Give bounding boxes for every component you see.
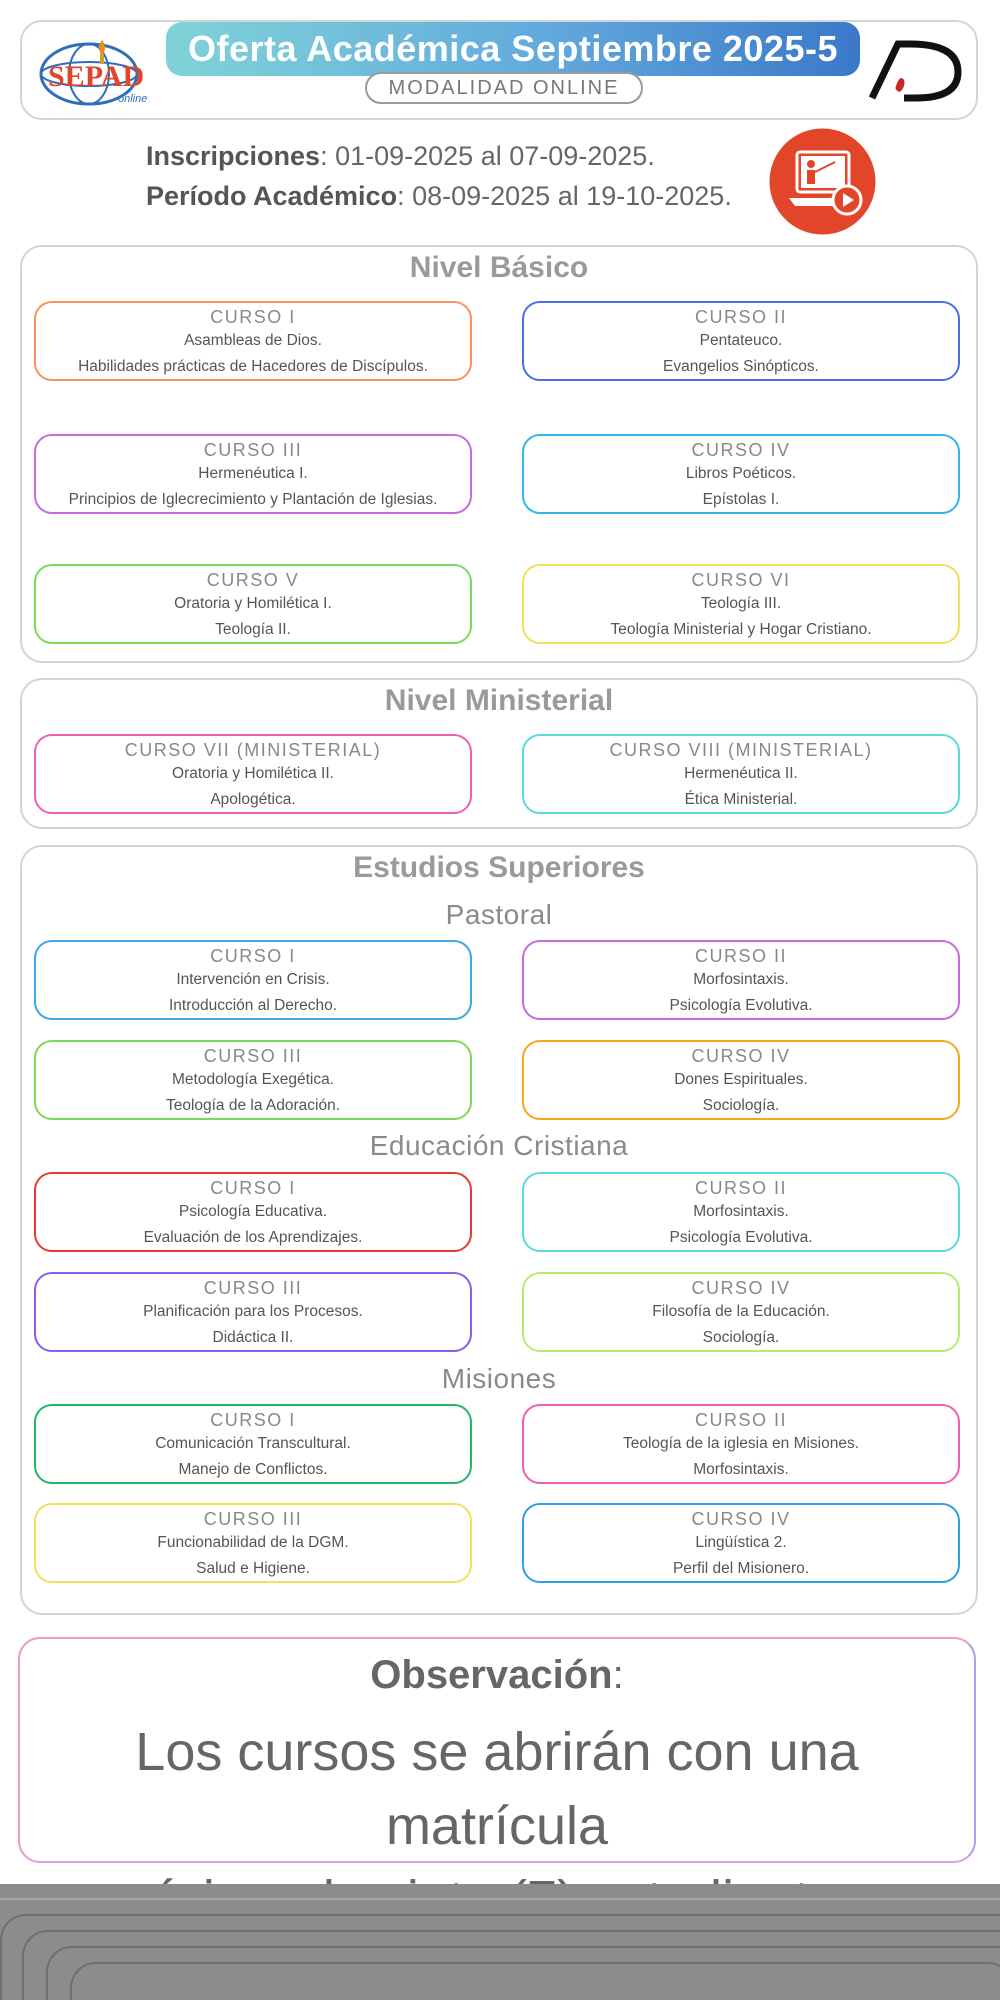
course-subject: Metodología Exegética.	[172, 1071, 334, 1088]
nivel-ministerial-section	[20, 678, 978, 829]
course-title: CURSO I	[210, 946, 296, 966]
course-subject: Apologética.	[210, 791, 296, 808]
inscripciones-line	[146, 136, 766, 176]
footer-decoration	[0, 1884, 1000, 2000]
online-class-presenter-icon	[769, 128, 876, 235]
course-subject: Morfosintaxis.	[693, 971, 789, 988]
course-title: CURSO II	[694, 946, 787, 966]
course-subject: Evangelios Sinópticos.	[663, 358, 819, 375]
header-card	[20, 20, 978, 120]
course-subject: Teología Ministerial y Hogar Cristiano.	[610, 621, 872, 638]
section-title-superiores: Estudios Superiores	[353, 851, 645, 884]
course-subject: Oratoria y Homilética II.	[172, 765, 334, 782]
course-subject: Salud e Higiene.	[196, 1560, 310, 1577]
course-card[interactable]	[522, 1040, 960, 1120]
section-title-ministerial: Nivel Ministerial	[384, 684, 614, 717]
course-subject: Pentateuco.	[699, 332, 783, 349]
modality-badge: MODALIDAD ONLINE	[365, 72, 643, 104]
course-subject: Sociología.	[702, 1097, 780, 1114]
course-title: CURSO I	[210, 1410, 296, 1430]
section-title-basico: Nivel Básico	[409, 251, 589, 284]
course-card[interactable]	[34, 434, 472, 514]
course-subject: Lingüística 2.	[695, 1534, 787, 1551]
course-subject: Epístolas I.	[702, 491, 780, 508]
course-subject: Libros Poéticos.	[685, 465, 797, 482]
course-subject: Funcionabilidad de la DGM.	[157, 1534, 349, 1551]
course-subject: Teología II.	[215, 621, 291, 638]
page-title-banner: Oferta Académica Septiembre 2025-5	[166, 22, 860, 76]
course-subject: Perfil del Misionero.	[672, 1560, 810, 1577]
course-subject: Comunicación Transcultural.	[155, 1435, 351, 1452]
course-subject: Filosofía de la Educación.	[652, 1303, 830, 1320]
subsection-title-pastoral: Pastoral	[445, 899, 553, 930]
svg-text:online: online	[118, 93, 148, 105]
course-card[interactable]	[522, 1404, 960, 1484]
course-title: CURSO IV	[691, 1278, 791, 1298]
course-card[interactable]	[34, 940, 472, 1020]
course-title: CURSO IV	[691, 1046, 791, 1066]
ad-logo	[866, 36, 964, 104]
course-title: CURSO II	[694, 1178, 787, 1198]
course-card[interactable]	[34, 1172, 472, 1252]
course-card[interactable]	[522, 1272, 960, 1352]
course-title: CURSO II	[694, 307, 787, 327]
course-subject: Morfosintaxis.	[693, 1461, 789, 1478]
inscripciones-value: : 01-09-2025 al 07-09-2025.	[320, 141, 655, 171]
course-title: CURSO VIII (MINISTERIAL)	[609, 740, 873, 760]
periodo-value: : 08-09-2025 al 19-10-2025.	[397, 181, 732, 211]
course-title: CURSO III	[203, 1509, 303, 1529]
course-title: CURSO VI	[691, 570, 791, 590]
course-title: CURSO VII (MINISTERIAL)	[124, 740, 382, 760]
course-subject: Psicología Educativa.	[178, 1203, 328, 1220]
dates-block	[146, 136, 766, 216]
nivel-basico-section	[20, 245, 978, 663]
observacion-colon: :	[612, 1653, 624, 1697]
course-subject: Hermenéutica I.	[198, 465, 308, 482]
course-subject: Planificación para los Procesos.	[143, 1303, 363, 1320]
observacion-title	[20, 1653, 974, 1698]
periodo-label: Período Académico	[146, 181, 398, 211]
course-subject: Teología III.	[700, 595, 782, 612]
course-subject: Intervención en Crisis.	[176, 971, 330, 988]
course-subject: Principios de Iglecrecimiento y Plantación de Iglesias.	[68, 491, 438, 508]
course-subject: Oratoria y Homilética I.	[174, 595, 332, 612]
course-card[interactable]	[34, 734, 472, 814]
course-subject: Psicología Evolutiva.	[669, 1229, 813, 1246]
course-title: CURSO III	[203, 1278, 303, 1298]
course-card[interactable]	[522, 1172, 960, 1252]
course-subject: Hermenéutica II.	[684, 765, 798, 782]
course-subject: Introducción al Derecho.	[168, 997, 337, 1014]
course-title: CURSO III	[203, 440, 303, 460]
course-card[interactable]	[522, 734, 960, 814]
course-subject: Teología de la iglesia en Misiones.	[622, 1435, 860, 1452]
sepad-logo	[34, 36, 164, 108]
estudios-superiores-section	[20, 845, 978, 1615]
course-subject: Manejo de Conflictos.	[178, 1461, 328, 1478]
course-card[interactable]	[34, 1272, 472, 1352]
course-subject: Asambleas de Dios.	[184, 332, 322, 349]
course-title: CURSO III	[203, 1046, 303, 1066]
course-title: CURSO IV	[691, 440, 791, 460]
svg-text:SEPAD: SEPAD	[48, 60, 145, 93]
course-subject: Didáctica II.	[212, 1329, 294, 1346]
inscripciones-label: Inscripciones	[146, 141, 321, 171]
course-subject: Psicología Evolutiva.	[669, 997, 813, 1014]
course-card[interactable]	[522, 1503, 960, 1583]
periodo-line	[146, 176, 766, 216]
course-card[interactable]	[34, 1503, 472, 1583]
course-subject: Evaluación de los Aprendizajes.	[143, 1229, 363, 1246]
course-subject: Habilidades prácticas de Hacedores de Discípulos.	[78, 358, 428, 375]
footer-stripe	[70, 1962, 1000, 2000]
course-subject: Morfosintaxis.	[693, 1203, 789, 1220]
course-card[interactable]	[522, 940, 960, 1020]
course-card[interactable]	[34, 1040, 472, 1120]
course-title: CURSO II	[694, 1410, 787, 1430]
observacion-label: Observación	[370, 1653, 613, 1697]
observacion-card	[18, 1637, 976, 1863]
course-card[interactable]	[34, 564, 472, 644]
course-card[interactable]	[34, 1404, 472, 1484]
observacion-line-1: Los cursos se abrirán con una matrícula	[135, 1722, 859, 1856]
subsection-title-misiones: Misiones	[441, 1363, 557, 1394]
course-title: CURSO I	[210, 307, 296, 327]
course-card[interactable]	[34, 301, 472, 381]
course-card[interactable]	[522, 434, 960, 514]
course-title: CURSO I	[210, 1178, 296, 1198]
course-subject: Teología de la Adoración.	[165, 1097, 341, 1114]
course-subject: Sociología.	[702, 1329, 780, 1346]
course-card[interactable]	[522, 301, 960, 381]
course-title: CURSO V	[206, 570, 300, 590]
subsection-title-educacion: Educación Cristiana	[369, 1130, 629, 1161]
course-title: CURSO IV	[691, 1509, 791, 1529]
course-subject: Dones Espirituales.	[674, 1071, 808, 1088]
course-subject: Ética Ministerial.	[684, 791, 798, 808]
course-card[interactable]	[522, 564, 960, 644]
